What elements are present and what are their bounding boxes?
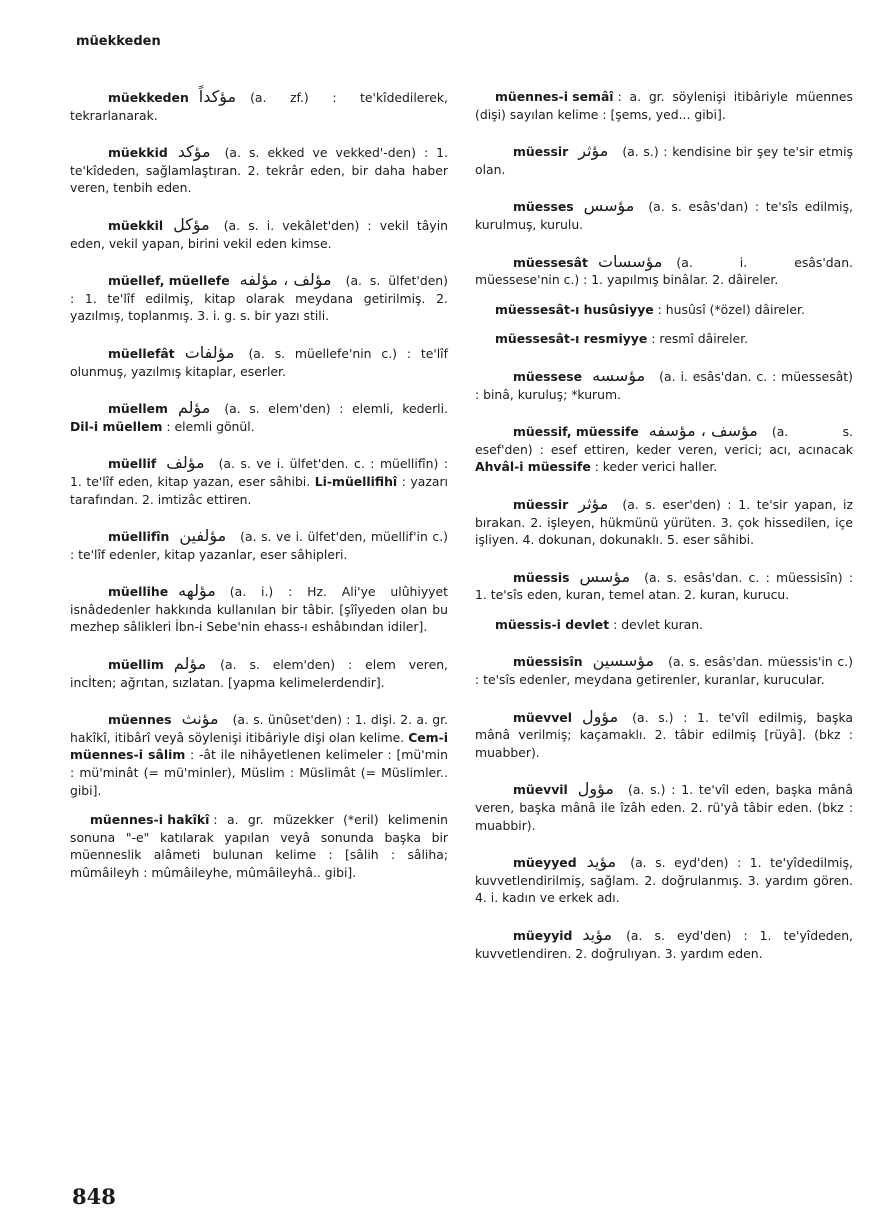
bold-phrase: Li-müellifihî xyxy=(314,473,398,489)
dictionary-subentry xyxy=(475,88,853,123)
dictionary-entry xyxy=(475,853,853,907)
sub-headword: müessesât-ı resmiyye xyxy=(495,331,648,347)
definition: (a. s.) : kendisine bir şey te'sir etmiş olan. xyxy=(475,144,853,177)
bold-phrase: Cem-i müennes-i sâlim xyxy=(70,729,448,763)
headword: müevvil xyxy=(513,782,568,798)
dictionary-entry xyxy=(70,143,448,197)
right-column xyxy=(475,88,853,981)
definition: : resmî dâireler. xyxy=(651,331,749,347)
headword: müessese xyxy=(513,368,583,384)
definition: (a. s. eser'den) : 1. te'sir yapan, iz bırakan. 2. işleyen, hükmünü yürüten. 3. çok hissedilen, içe işliyen. 4. dokunan, dokunaklı. 5. eser sâhibi. xyxy=(475,496,853,548)
definition: : devlet kuran. xyxy=(613,616,704,632)
dictionary-entry xyxy=(475,568,853,604)
dictionary-entry xyxy=(475,926,853,962)
dictionary-entry xyxy=(475,197,853,233)
dictionary-entry xyxy=(475,142,853,178)
definition: (a. s. ülfet'den) : 1. te'lîf edilmiş, kitap olarak meydana getirilmiş. 2. yazılmış, toplanmış. 3. i. g. s. bir yazı stili. xyxy=(70,273,448,324)
definition: (a. i. esâs'dan. c. : müessesât) : binâ, kuruluş; *kurum. xyxy=(475,368,853,402)
definition-tail: : elemli gönül. xyxy=(166,418,255,434)
dictionary-subentry xyxy=(475,330,853,348)
page-number: 848 xyxy=(72,1184,116,1209)
arabic-script: مؤيد xyxy=(586,852,617,872)
definition: : a. gr. söylenişi itibâriyle müennes (dişi) sayılan kelime : [şems, yed... gibi]. xyxy=(475,89,853,122)
arabic-script: مؤنث xyxy=(181,709,219,729)
running-header: müekkeden xyxy=(76,34,161,49)
definition: (a. s. elem'den) : elem veren, incİten; ağrıtan, sızlatan. [yapma kelimelerdendir]. xyxy=(70,657,448,690)
definition: (a. s. ünûset'den) : 1. dişi. 2. a. gr. hakîkî, itibârî veyâ söylenişi itibâriyle dişi olan kelime. xyxy=(70,712,448,745)
sub-headword: müennes-i hakîkî xyxy=(90,812,210,828)
arabic-script: مؤلفات xyxy=(184,342,235,362)
headword: müessisîn xyxy=(513,654,583,670)
arabic-script: مؤيد xyxy=(582,925,613,944)
dictionary-subentry xyxy=(70,811,448,881)
definition-tail: : yazarı tarafından. 2. imtizâc ettiren. xyxy=(70,473,448,507)
definition: (a. i.) : Hz. Ali'ye ulûhiyyet isnâdedenler hakkında kullanılan bir tâbir. [şîîyeden olan bu mezhep sâlikleri İbn-i Sebe'nin ehass-ı eshâbından idiler]. xyxy=(70,584,448,635)
dictionary-entry xyxy=(70,710,448,799)
sub-headword: müennes-i semâî xyxy=(495,89,614,104)
headword: müellif xyxy=(108,456,157,472)
headword: müessesât xyxy=(513,254,588,270)
arabic-script: مؤسسه xyxy=(592,365,646,385)
arabic-script: مؤلم xyxy=(173,654,207,674)
dictionary-entry xyxy=(475,253,853,289)
headword: müessir xyxy=(513,144,569,160)
definition: (a. s. esâs'dan. müessis'in c.) : te'sîs edenler, meydana getirenler, kuranlar, kurucular. xyxy=(475,654,853,688)
dictionary-entry xyxy=(475,367,853,403)
sub-headword: müessis-i devlet xyxy=(495,616,610,632)
headword: müessis xyxy=(513,569,570,585)
headword: müellifîn xyxy=(108,529,170,545)
arabic-script: مؤسف ، مؤسفه xyxy=(648,421,758,441)
definition: (a. s.) : 1. te'vîl edilmiş, başka mânâ verilmiş; kaçamaklı. 2. tâbir edilmiş [rüyâ]. (bkz : muabber). xyxy=(475,709,853,760)
definition: (a. zf.) : te'kîdedilerek, tekrarlanarak. xyxy=(70,90,448,123)
dictionary-entry xyxy=(475,708,853,762)
sub-headword: müessesât-ı husûsiyye xyxy=(495,301,654,317)
headword: müekkil xyxy=(108,217,164,233)
arabic-script: مؤكل xyxy=(173,214,210,234)
headword: müennes xyxy=(108,712,172,728)
dictionary-entry xyxy=(475,495,853,549)
dictionary-entry xyxy=(70,344,448,380)
definition: (a. s. ekked ve vekked'-den) : 1. te'kîdeden, sağlamlaştıran. 2. tekrâr eden, bir daha haber veren, tenbih eden. xyxy=(70,145,448,196)
definition: (a. s. eyd'den) : 1. te'yîdeden, kuvvetlendiren. 2. doğrulıyan. 3. yardım eden. xyxy=(475,928,853,961)
headword: müeyyed xyxy=(513,855,577,871)
definition: : a. gr. müzekker (*eril) kelimenin sonuna "-e" katılarak yapılan veyâ sonunda başka bir müenneslik alâmeti bulunan kelime : [sâlih : sâliha; mûmâileyh : mûmâileyhe, mûmâileyhâ.. gibi]. xyxy=(70,812,448,880)
dictionary-entry xyxy=(70,582,448,636)
arabic-script: مؤثر xyxy=(578,141,609,161)
headword: müekkid xyxy=(108,145,168,161)
dictionary-subentry xyxy=(475,616,853,634)
arabic-script: مؤثر xyxy=(578,493,609,513)
dictionary-entry xyxy=(70,399,448,435)
bold-phrase: Dil-i müellem xyxy=(70,418,163,434)
definition: (a. s. esâs'dan. c. : müessisîn) : 1. te'sîs eden, kuran, temel atan. 2. kuran, kurucu. xyxy=(475,569,853,603)
definition: (a. s. ve i. ülfet'den. c. : müellifîn) : 1. te'lîf eden, kitap yazan, eser sâhibi. xyxy=(70,456,448,489)
dictionary-entry xyxy=(475,652,853,688)
arabic-script: مؤلم xyxy=(177,398,211,418)
arabic-script: مؤول xyxy=(581,706,619,726)
arabic-script: مؤسس xyxy=(579,566,631,586)
arabic-script: مؤلهه xyxy=(178,581,216,601)
definition: (a. s. esef'den) : esef ettiren, keder veren, verici; acı, acınacak xyxy=(475,424,853,457)
arabic-script: مؤكد xyxy=(177,142,211,162)
arabic-script: مؤلف ، مؤلفه xyxy=(239,270,332,290)
arabic-script: مؤلفين xyxy=(179,526,227,546)
headword: müellim xyxy=(108,657,164,673)
arabic-script: مؤسسات xyxy=(597,251,663,271)
dictionary-entry xyxy=(70,216,448,252)
definition: (a. s. ve i. ülfet'den, müellif'in c.) : te'lîf edenler, kitap yazanlar, eser sâhipleri. xyxy=(70,529,448,562)
dictionary-subentry xyxy=(475,301,853,319)
definition: (a. s. müellefe'nin c.) : te'lîf olunmuş, yazılmış kitaplar, eserler. xyxy=(70,345,448,379)
definition-tail: : keder verici haller. xyxy=(594,459,718,475)
left-column xyxy=(70,88,448,901)
dictionary-entry xyxy=(70,88,448,124)
definition: (a. s. esâs'dan) : te'sîs edilmiş, kurulmuş, kurulu. xyxy=(475,199,853,232)
headword: müekkeden xyxy=(108,90,189,105)
definition: (a. s. i. vekâlet'den) : vekil tâyin eden, vekil yapan, birini vekil eden kimse. xyxy=(70,217,448,251)
bold-phrase: Ahvâl-i müessife xyxy=(475,459,591,475)
arabic-script: مؤلف xyxy=(166,453,205,473)
dictionary-entry xyxy=(70,655,448,691)
headword: müellefât xyxy=(108,345,175,361)
headword: müessif, müessife xyxy=(513,424,639,440)
headword: müeyyid xyxy=(513,928,573,943)
arabic-script: مؤسس xyxy=(583,196,635,216)
definition: (a. s.) : 1. te'vîl eden, başka mânâ veren, başka mânâ ile îzâh eden. 2. rü'yâ tâbir eden. (bkz : muabbir). xyxy=(475,782,853,833)
dictionary-entry xyxy=(70,527,448,563)
dictionary-entry xyxy=(70,454,448,508)
dictionary-entry xyxy=(475,422,853,476)
headword: müevvel xyxy=(513,709,572,725)
headword: müellef, müellefe xyxy=(108,273,230,289)
headword: müellihe xyxy=(108,584,169,600)
definition: (a. s. eyd'den) : 1. te'yîdedilmiş, kuvvetlendirilmiş, sağlam. 2. doğrulanmış. 3. yardım gören. 4. i. kadın ve erkek adı. xyxy=(475,855,853,906)
definition: : husûsî (*özel) dâireler. xyxy=(657,301,805,317)
arabic-script: مؤسسين xyxy=(592,651,655,671)
headword: müellem xyxy=(108,401,168,417)
dictionary-entry xyxy=(70,271,448,325)
definition-tail: : -ât ile nihâyetlenen kelimeler : [mü'min : mü'minât (= mü'minler), Müslim : Müslimât (= Müslimler.. gibi]. xyxy=(70,747,448,798)
dictionary-entry xyxy=(475,780,853,834)
headword: müessir xyxy=(513,496,569,512)
definition: (a. s. elem'den) : elemli, kederli. xyxy=(224,401,448,417)
arabic-script: مؤكداً xyxy=(198,87,237,106)
arabic-script: مؤول xyxy=(577,779,614,799)
definition: (a. i. esâs'dan. müessese'nin c.) : 1. yapılmış binâlar. 2. dâireler. xyxy=(475,254,853,288)
headword: müesses xyxy=(513,199,574,215)
